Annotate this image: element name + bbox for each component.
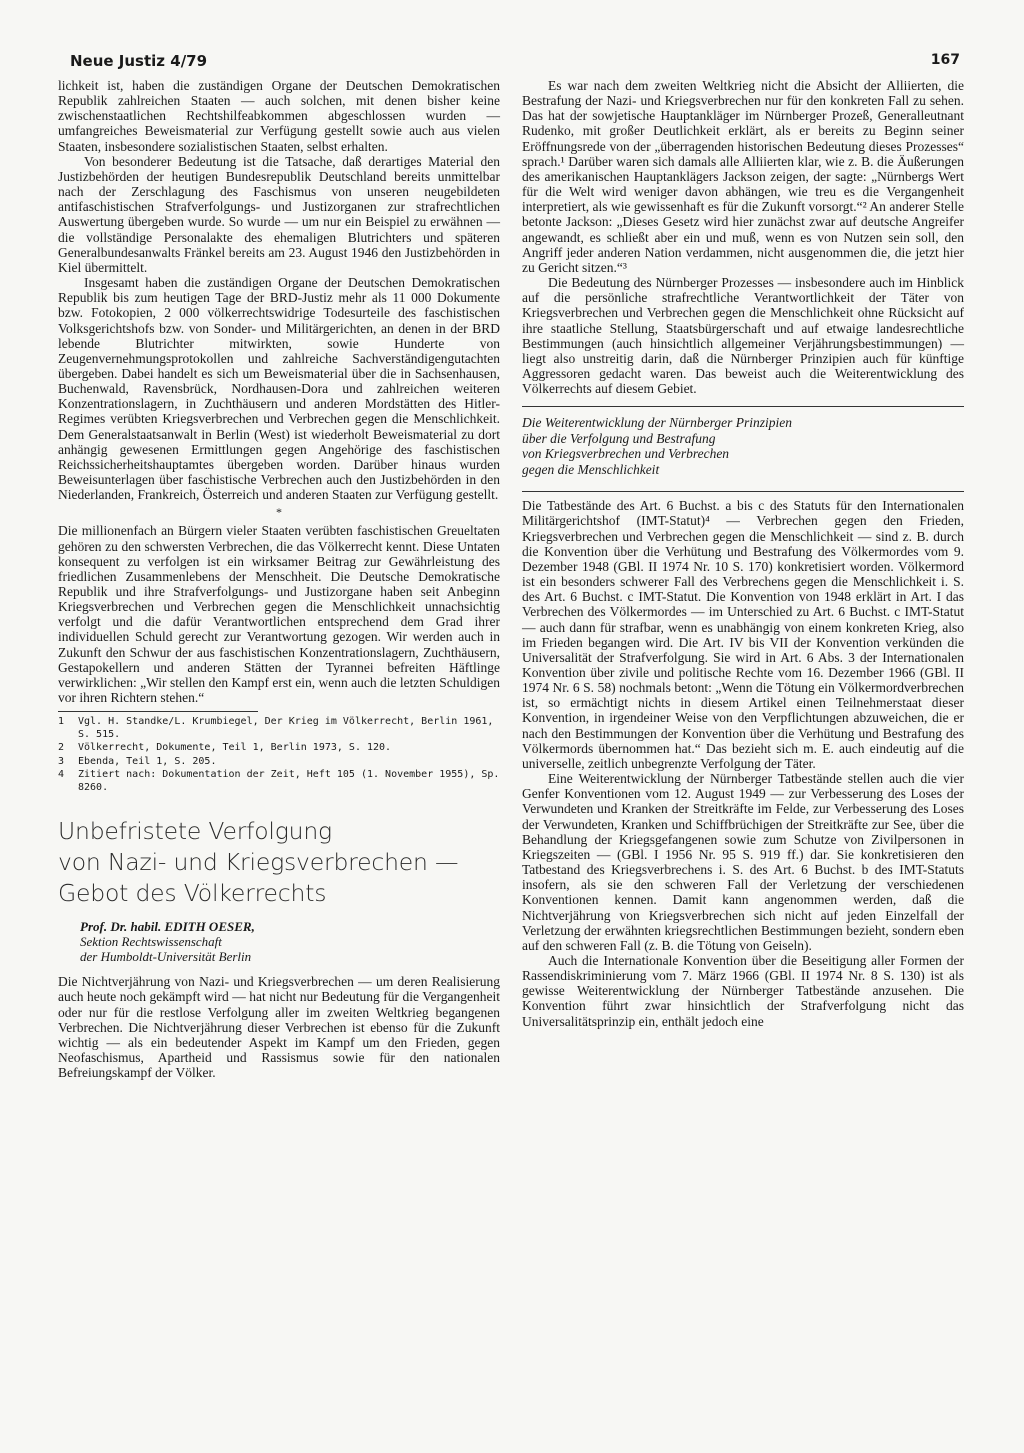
- footnote-text: Völkerrecht, Dokumente, Teil 1, Berlin 1973, S. 120.: [78, 742, 392, 754]
- author-affiliation: der Humboldt-Universität Berlin: [80, 949, 252, 965]
- article-title-line: Gebot des Völkerrechts: [58, 879, 327, 908]
- section-heading-line: über die Verfolgung und Bestrafung: [522, 430, 716, 446]
- footnote-number: 1: [58, 716, 65, 728]
- section-rule: [522, 406, 964, 407]
- footnote-text: Zitiert nach: Dokumentation der Zeit, Heft 105 (1. November 1955), Sp. 8260.: [78, 769, 500, 793]
- section-heading-line: gegen die Menschlichkeit: [522, 461, 660, 477]
- footnote: [58, 716, 500, 741]
- footnote-number: 4: [58, 769, 65, 781]
- article-title: [58, 816, 500, 909]
- section-heading: [522, 415, 964, 477]
- paragraph: Eine Weiterentwicklung der Nürnberger Tatbestände stellen auch die vier Genfer Konventionen vom 12. August 1949 — zur Verbesserung des Loses der Verwundeten und Kranken der Streitkräfte im Felde, zur Verbesserung des Loses der Verwundeten, Kranken und Schiffbrüchigen der Streitkräfte zur See, über die Behandlung der Kriegsgefangenen sowie zum Schutze von Zivilpersonen in Kriegszeiten — (GBl. I 1956 Nr. 95 S. 919 ff.) dar. Sie konkretisieren den Tatbestand des Kriegsverbrechens i. S. des Art. 6 Buchst. b des IMT-Statuts insofern, als sie den schweren Fall der Verletzung der verschiedenen Konventionen kennen. Damit kann angenommen werden, daß die Nichtverjährung von Kriegsverbrechen sich nicht auf jeden Einzelfall der Verletzung der erwähnten kriegsrechtlichen Bestimmungen bezieht, sondern eben auf den schweren Fall (z. B. die Tötung von Geiseln).: [522, 771, 964, 953]
- page-number: 167: [930, 52, 960, 68]
- author-name: Prof. Dr. habil. EDITH OESER,: [80, 919, 255, 935]
- section-rule: [522, 491, 964, 492]
- right-column: [522, 78, 964, 1450]
- article-title-line: von Nazi- und Kriegsverbrechen —: [58, 848, 459, 877]
- paragraph: Es war nach dem zweiten Weltkrieg nicht die Absicht der Alliierten, die Bestrafung der Nazi- und Kriegsverbrechen nur für den konkreten Fall zu sehen. Das hat der sowjetische Hauptankläger im Nürnberger Prozeß, Generalleutnant Rudenko, mit großer Deutlichkeit erklärt, als er bereits zu Beginn seiner Eröffnungsrede von der „überragenden historischen Bedeutung dieses Prozesses“ sprach.¹ Darüber waren sich damals alle Alliierten klar, wie z. B. die Äußerungen des amerikanischen Hauptanklägers Jackson zeigen, der sagte: „Nürnbergs Wert für die Welt wird weniger davon abhängen, wie treu es die Vergangenheit interpretiert, als wie gewissenhaft es für die Zukunft vorsorgt.“² An anderer Stelle betonte Jackson: „Dieses Gesetz wird hier zunächst zwar auf deutsche Angreifer angewandt, es schließt aber ein und muß, wenn es von Nutzen sein soll, den Angriff jeder anderen Nation verdammen, nicht ausgenommen die, die jetzt hier zu Gericht sitzen.“³: [522, 78, 964, 275]
- author-affiliation: Sektion Rechtswissenschaft: [80, 934, 222, 950]
- footnote-number: 2: [58, 742, 65, 754]
- journal-title: Neue Justiz 4/79: [70, 52, 208, 70]
- footnote: [58, 769, 500, 794]
- article-intro: Die Nichtverjährung von Nazi- und Kriegsverbrechen — um deren Realisierung auch heute noch gekämpft wird — hat nicht nur Bedeutung für die Vergangenheit oder nur für die restlose Verfolgung aller im zweiten Weltkrieg begangenen Verbrechen. Die Nichtverjährung dieser Verbrechen ist ebenso für die Zukunft wichtig — als ein bedeutender Aspekt im Kampf um den Frieden, gegen Neofaschismus, Apartheid und Rassismus sowie für den nationalen Befreiungskampf der Völker.: [58, 974, 500, 1081]
- paragraph: Die Bedeutung des Nürnberger Prozesses — insbesondere auch im Hinblick auf die persönliche strafrechtliche Verantwortlichkeit der Täter von Kriegsverbrechen und Verbrechen gegen die Menschlichkeit ohne Rücksicht auf ihre staatliche Stellung, Staatsbürgerschaft und auf etwaige landesrechtliche Bestimmungen (auch hinsichtlich allgemeiner Verjährungsbestimmungen) — liegt also unstreitig darin, daß die Nürnberger Prinzipien auch für künftige Aggressoren gedacht waren. Das beweist auch die Weiterentwicklung des Völkerrechts auf diesem Gebiet.: [522, 275, 964, 397]
- section-separator: *: [276, 505, 282, 520]
- paragraph: lichkeit ist, haben die zuständigen Organe der Deutschen Demokratischen Republik zahlreichen Staaten — auch solchen, mit denen bisher keine zwischenstaatlichen Rechtshilfeabkommen abgeschlossen wurden — umfangreiches Beweismaterial zur Verfügung gestellt sowie auch aus vielen Staaten, insbesondere sozialistischen Staaten, selbst erhalten.: [58, 78, 500, 154]
- footnote-text: Vgl. H. Standke/L. Krumbiegel, Der Krieg im Völkerrecht, Berlin 1961, S. 515.: [78, 716, 494, 740]
- paragraph: Die Tatbestände des Art. 6 Buchst. a bis c des Statuts für den Internationalen Militärgerichtshof (IMT-Statut)⁴ — Verbrechen gegen den Frieden, Kriegsverbrechen und Verbrechen gegen die Menschlichkeit — sind z. B. durch die Konvention über die Verhütung und Bestrafung des Völkermordes vom 9. Dezember 1948 (GBl. II 1974 Nr. 10 S. 170) konkretisiert worden. Völkermord ist ein besonders schwerer Fall des Verbrechens gegen die Menschlichkeit i. S. des Art. 6 Buchst. c IMT-Statut. Die Konvention von 1948 erklärt in Art. I das Verbrechen des Völkermordes — im Unterschied zu Art. 6 Buchst. c IMT-Statut — auch dann für strafbar, wenn es unabhängig von einem konkreten Krieg, also im Frieden begangen wird. Die Art. IV bis VII der Konvention verkünden die Universalität der Strafverfolgung. Sie wird in Art. 6 Abs. 3 der Internationalen Konvention über zivile und politische Rechte vom 16. Dezember 1966 (GBl. II 1974 Nr. 6 S. 58) nochmals betont: „Wenn die Tötung ein Völkermordverbrechen ist, so ermächtigt nichts in diesem Artikel einen Teilnehmerstaat dieser Konvention, in irgendeiner Weise von den Verpflichtungen abzuweichen, die er nach den Bestimmungen der Konvention über die Verhütung und Bestrafung des Völkermords übernommen hat.“ Das bezieht sich m. E. auch eindeutig auf die universelle, zeitlich unbegrenzte Verfolgung der Täter.: [522, 498, 964, 771]
- footnote: [58, 742, 500, 755]
- paragraph: Von besonderer Bedeutung ist die Tatsache, daß derartiges Material den Justizbehörden der heutigen Bundesrepublik Deutschland bereits unmittelbar nach der Zerschlagung des Faschismus von unseren neugebildeten antifaschistischen Strafverfolgungs- und Justizorganen zur strafrechtlichen Auswertung übergeben wurde. So wurde — um nur ein Beispiel zu erwähnen — die vollständige Personalakte des ehemaligen Blutrichters und späteren Generalbundesanwalts Fränkel bereits am 23. August 1946 den Justizbehörden in Kiel übermittelt.: [58, 153, 500, 275]
- section-heading-line: von Kriegsverbrechen und Verbrechen: [522, 446, 730, 462]
- author-byline: [80, 919, 500, 964]
- section-heading-line: Die Weiterentwicklung der Nürnberger Prinzipien: [522, 415, 792, 431]
- footnotes: [58, 711, 500, 794]
- paragraph: Insgesamt haben die zuständigen Organe der Deutschen Demokratischen Republik bis zum heutigen Tage der BRD-Justiz mehr als 11 000 Dokumente bzw. Fotokopien, 2 000 völkerrechtswidrige Todesurteile des faschistischen Volksgerichtshofs bzw. von Sonder- und Militärgerichten, an denen in der BRD lebende Blutrichter mitwirkten, sowie Hunderte von Zeugenvernehmungsprotokollen und zahlreiche Sachverständigengutachten übergeben. Dabei handelt es sich um Beweismaterial über die in Sachsenhausen, Buchenwald, Ravensbrück, Nordhausen-Dora und zahlreichen weiteren Konzentrationslagern, in Zuchthäusern und anderen Mordstätten des Hitler-Regimes verübten Kriegsverbrechen und Verbrechen gegen die Menschlichkeit. Dem Generalstaatsanwalt in Berlin (West) ist wiederholt Beweismaterial zu dort anhängig gewesenen Ermittlungen gegen Angehörige des faschistischen Reichssicherheitshauptamtes übergeben worden. Darüber hinaus wurden Beweisunterlagen über faschistische Verbrechen auch den Justizbehörden in den Niederlanden, Frankreich, Österreich und anderen Staaten zur Verfügung gestellt.: [58, 275, 500, 503]
- footnote-text: Ebenda, Teil 1, S. 205.: [78, 755, 217, 767]
- footnote-number: 3: [58, 755, 65, 767]
- paragraph: Die millionenfach an Bürgern vieler Staaten verübten faschistischen Greueltaten gehören zu den schwersten Verbrechen, die das Völkerrecht kennt. Diese Untaten konsequent zu verfolgen ist ein wirksamer Beitrag zur Gewährleistung des friedlichen Zusammenlebens der Menschheit. Die Deutsche Demokratische Republik und ihre Strafverfolgungs- und Justizorgane haben seit Anbeginn Kriegsverbrechen und Verbrechen gegen die Menschlichkeit unnachsichtig verfolgt und die dafür Verantwortlichen entsprechend dem Grad ihrer individuellen Schuld gerecht zur Verantwortung gezogen. Wir werden auch in Zukunft den Schwur der aus faschistischen Konzentrationslagern, Zuchthäusern, Gestapokellern und anderen Stätten der Tyrannei befreiten Häftlinge verwirklichen: „Wir stellen den Kampf erst ein, wenn auch die letzten Schuldigen vor ihren Richtern stehen.“: [58, 523, 500, 706]
- paragraph: Auch die Internationale Konvention über die Beseitigung aller Formen der Rassendiskriminierung vom 7. März 1966 (GBl. II 1974 Nr. 8 S. 130) ist als gewisse Weiterentwicklung der Nürnberger Tatbestände anzusehen. Die Konvention führt zwar hinsichtlich der Strafverfolgung nicht das Universalitätsprinzip ein, enthält jedoch eine: [522, 952, 964, 1029]
- footnote: [58, 756, 500, 769]
- left-column: [58, 78, 500, 1450]
- page-header: [60, 52, 966, 78]
- article-title-line: Unbefristete Verfolgung: [58, 817, 332, 846]
